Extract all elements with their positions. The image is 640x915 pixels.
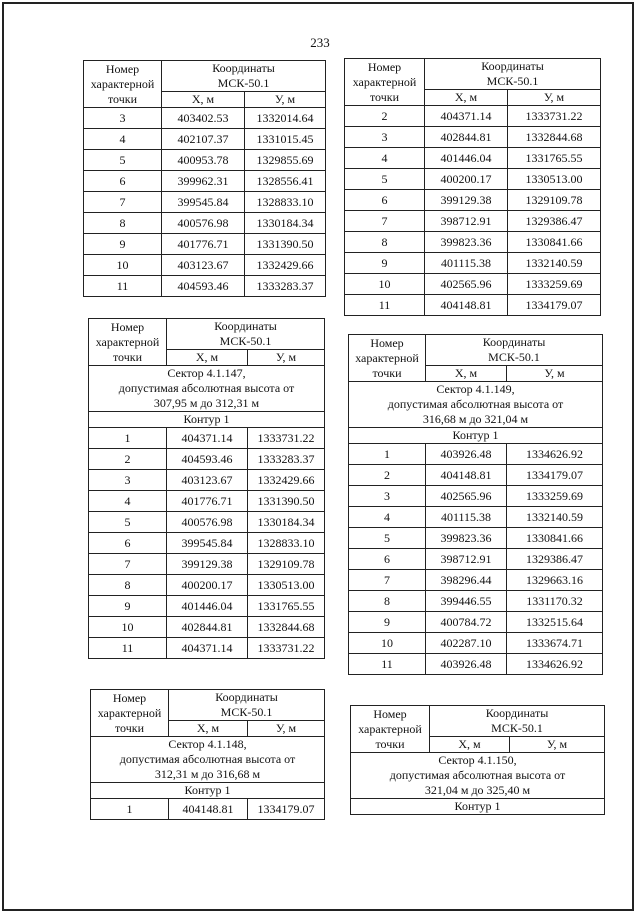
y-coordinate-cell: 1330513.00 — [248, 575, 325, 596]
y-coordinate-cell: 1331390.50 — [245, 234, 326, 255]
point-number-cell: 11 — [89, 638, 167, 659]
table-row — [84, 213, 326, 234]
table-row — [349, 465, 603, 486]
point-number-cell: 3 — [345, 127, 425, 148]
table-row — [89, 428, 325, 449]
point-number-cell: 4 — [345, 148, 425, 169]
sector-caption — [349, 382, 603, 428]
coordinates-header-line: МСК-50.1 — [217, 76, 270, 90]
point-number-cell: 7 — [345, 211, 425, 232]
table-header-row — [345, 59, 601, 90]
y-coordinate-cell: 1332844.68 — [248, 617, 325, 638]
sector-caption-line: Сектор 4.1.147, — [167, 366, 246, 380]
table-row — [349, 612, 603, 633]
x-coordinate-cell: 402565.96 — [426, 486, 507, 507]
point-number-header-line: Номер — [373, 706, 407, 721]
point-number-cell: 9 — [345, 253, 425, 274]
x-coordinate-cell: 403123.67 — [167, 470, 248, 491]
point-number-cell: 3 — [89, 470, 167, 491]
point-number-cell: 5 — [345, 169, 425, 190]
sector-caption-line: допустимая абсолютная высота от — [119, 752, 296, 766]
sector-caption-line: 307,95 м до 312,31 м — [153, 396, 260, 410]
table-row — [89, 491, 325, 512]
point-number-cell: 10 — [345, 274, 425, 295]
y-coordinate-cell: 1330841.66 — [508, 232, 601, 253]
y-coordinate-cell: 1332429.66 — [248, 470, 325, 491]
coordinates-header-line: МСК-50.1 — [491, 721, 543, 735]
y-coordinate-cell: 1330184.34 — [248, 512, 325, 533]
y-coordinate-cell: 1328556.41 — [245, 171, 326, 192]
coordinates-header-line: Координаты — [482, 335, 546, 349]
x-coordinate-cell: 400576.98 — [167, 512, 248, 533]
coordinates-header-line: МСК-50.1 — [486, 74, 539, 88]
point-number-header-line: точки — [112, 349, 143, 364]
table-row — [89, 638, 325, 659]
x-coordinate-cell: 400953.78 — [162, 150, 245, 171]
coordinates-header — [167, 319, 325, 350]
sector-row — [89, 366, 325, 412]
point-number-cell: 5 — [84, 150, 162, 171]
table-row — [349, 654, 603, 675]
sector-caption-line: 312,31 м до 316,68 м — [154, 767, 261, 781]
y-column-header: У, м — [510, 737, 605, 753]
coordinates-header-line: Координаты — [481, 59, 544, 73]
y-coordinate-cell: 1333283.37 — [245, 276, 326, 297]
sector-caption-line: 316,68 м до 321,04 м — [422, 412, 529, 426]
x-coordinate-cell: 402107.37 — [162, 129, 245, 150]
point-number-header-line: характерной — [355, 350, 419, 365]
table-row — [89, 617, 325, 638]
y-coordinate-cell: 1331765.55 — [508, 148, 601, 169]
coordinates-header-line: МСК-50.1 — [219, 334, 272, 348]
x-coordinate-cell: 398712.91 — [426, 549, 507, 570]
table-row — [345, 295, 601, 316]
y-coordinate-cell: 1330841.66 — [507, 528, 603, 549]
x-coordinate-cell: 404593.46 — [167, 449, 248, 470]
point-number-cell: 11 — [349, 654, 426, 675]
contour-label: Контур 1 — [351, 799, 605, 815]
point-number-cell: 2 — [89, 449, 167, 470]
point-number-cell: 10 — [89, 617, 167, 638]
contour-row — [351, 799, 605, 815]
x-coordinate-cell: 404371.14 — [167, 638, 248, 659]
y-coordinate-cell: 1329109.78 — [508, 190, 601, 211]
point-number-header-line: точки — [369, 89, 400, 104]
y-coordinate-cell: 1334626.92 — [507, 654, 603, 675]
point-number-header-line: характерной — [97, 705, 162, 720]
point-number-cell: 7 — [349, 570, 426, 591]
sector-caption-line: допустимая абсолютная высота от — [389, 768, 566, 782]
point-number-header-line: характерной — [90, 76, 155, 91]
point-number-cell: 1 — [91, 799, 169, 820]
y-column-header: У, м — [508, 90, 601, 106]
contour-label: Контур 1 — [349, 428, 603, 444]
table-row — [349, 486, 603, 507]
coordinates-header-line: МСК-50.1 — [220, 705, 273, 719]
point-number-header-line: характерной — [352, 74, 417, 89]
sector-caption-line: допустимая абсолютная высота от — [387, 397, 564, 411]
sector-caption-line: допустимая абсолютная высота от — [118, 381, 295, 395]
point-number-header-line: Номер — [105, 61, 140, 76]
table-row — [89, 470, 325, 491]
coordinates-header — [430, 706, 605, 737]
point-number-cell: 6 — [345, 190, 425, 211]
y-coordinate-cell: 1329386.47 — [507, 549, 603, 570]
point-number-cell: 8 — [345, 232, 425, 253]
table-header-row — [349, 335, 603, 366]
coordinates-header — [169, 690, 325, 721]
table-row — [349, 591, 603, 612]
x-coordinate-cell: 401115.38 — [426, 507, 507, 528]
table-row — [349, 570, 603, 591]
point-number-header — [84, 61, 162, 108]
y-column-header: У, м — [248, 350, 325, 366]
contour-row — [349, 428, 603, 444]
x-column-header: Х, м — [425, 90, 508, 106]
x-coordinate-cell: 400784.72 — [426, 612, 507, 633]
table-row — [84, 255, 326, 276]
y-coordinate-cell: 1332140.59 — [508, 253, 601, 274]
point-number-header — [345, 59, 425, 106]
x-coordinate-cell: 399545.84 — [162, 192, 245, 213]
x-coordinate-cell: 399446.55 — [426, 591, 507, 612]
point-number-cell: 9 — [84, 234, 162, 255]
point-number-cell: 1 — [349, 444, 426, 465]
table-row — [345, 106, 601, 127]
point-number-cell: 7 — [84, 192, 162, 213]
point-number-cell: 10 — [84, 255, 162, 276]
y-coordinate-cell: 1331390.50 — [248, 491, 325, 512]
table-header-row — [89, 319, 325, 350]
coordinates-header-line: Координаты — [215, 690, 278, 704]
point-number-header-line: точки — [375, 736, 405, 751]
table-header-row — [351, 706, 605, 737]
point-number-cell: 1 — [89, 428, 167, 449]
coordinates-table — [88, 318, 325, 659]
y-column-header: У, м — [245, 92, 326, 108]
table-row — [345, 232, 601, 253]
page-number: 233 — [310, 35, 330, 50]
x-coordinate-cell: 399129.38 — [167, 554, 248, 575]
y-coordinate-cell: 1332014.64 — [245, 108, 326, 129]
table-row — [84, 129, 326, 150]
coordinates-table — [344, 58, 601, 316]
x-coordinate-cell: 404148.81 — [425, 295, 508, 316]
x-column-header: Х, м — [430, 737, 510, 753]
x-coordinate-cell: 399545.84 — [167, 533, 248, 554]
point-number-cell: 6 — [84, 171, 162, 192]
coordinates-header — [426, 335, 603, 366]
x-coordinate-cell: 404371.14 — [425, 106, 508, 127]
coordinates-header-line: Координаты — [485, 706, 549, 720]
x-coordinate-cell: 402844.81 — [425, 127, 508, 148]
point-number-cell: 7 — [89, 554, 167, 575]
table-row — [91, 799, 325, 820]
x-column-header: Х, м — [426, 366, 507, 382]
table-header-row — [84, 61, 326, 92]
y-coordinate-cell: 1333731.22 — [508, 106, 601, 127]
table-row — [84, 192, 326, 213]
y-coordinate-cell: 1332844.68 — [508, 127, 601, 148]
point-number-header — [89, 319, 167, 366]
point-number-cell: 5 — [89, 512, 167, 533]
table-header-row — [91, 690, 325, 721]
contour-row — [91, 783, 325, 799]
sector-row — [349, 382, 603, 428]
y-coordinate-cell: 1333259.69 — [507, 486, 603, 507]
y-coordinate-cell: 1329855.69 — [245, 150, 326, 171]
x-coordinate-cell: 401446.04 — [167, 596, 248, 617]
x-coordinate-cell: 399962.31 — [162, 171, 245, 192]
y-coordinate-cell: 1332515.64 — [507, 612, 603, 633]
x-column-header: Х, м — [169, 721, 248, 737]
x-coordinate-cell: 398712.91 — [425, 211, 508, 232]
point-number-header — [349, 335, 426, 382]
coordinates-header-line: Координаты — [212, 61, 275, 75]
x-coordinate-cell: 402844.81 — [167, 617, 248, 638]
sector-caption — [89, 366, 325, 412]
coordinates-header-line: МСК-50.1 — [488, 350, 540, 364]
x-coordinate-cell: 399129.38 — [425, 190, 508, 211]
x-coordinate-cell: 401776.71 — [162, 234, 245, 255]
table-row — [89, 596, 325, 617]
point-number-cell: 8 — [84, 213, 162, 234]
sector-row — [91, 737, 325, 783]
table-row — [349, 444, 603, 465]
point-number-header-line: точки — [107, 91, 138, 106]
coordinates-header — [425, 59, 601, 90]
x-column-header: Х, м — [167, 350, 248, 366]
point-number-header-line: характерной — [358, 721, 422, 736]
x-coordinate-cell: 399823.36 — [426, 528, 507, 549]
table-row — [89, 449, 325, 470]
point-number-header-line: характерной — [95, 334, 160, 349]
table-row — [345, 148, 601, 169]
sector-caption — [91, 737, 325, 783]
x-coordinate-cell: 401446.04 — [425, 148, 508, 169]
table-row — [89, 512, 325, 533]
point-number-header-line: Номер — [112, 690, 147, 705]
x-coordinate-cell: 403926.48 — [426, 444, 507, 465]
table-row — [84, 276, 326, 297]
point-number-cell: 11 — [84, 276, 162, 297]
sector-row — [351, 753, 605, 799]
x-coordinate-cell: 404148.81 — [426, 465, 507, 486]
x-coordinate-cell: 402565.96 — [425, 274, 508, 295]
point-number-cell: 4 — [349, 507, 426, 528]
y-column-header: У, м — [248, 721, 325, 737]
sector-caption-line: Сектор 4.1.148, — [168, 737, 247, 751]
y-coordinate-cell: 1330184.34 — [245, 213, 326, 234]
point-number-cell: 9 — [349, 612, 426, 633]
point-number-cell: 5 — [349, 528, 426, 549]
coordinates-header-line: Координаты — [214, 319, 277, 333]
table-row — [84, 234, 326, 255]
x-coordinate-cell: 402287.10 — [426, 633, 507, 654]
point-number-header-line: точки — [372, 365, 402, 380]
table-row — [345, 127, 601, 148]
y-coordinate-cell: 1334626.92 — [507, 444, 603, 465]
x-coordinate-cell: 400200.17 — [167, 575, 248, 596]
point-number-cell: 4 — [89, 491, 167, 512]
point-number-cell: 4 — [84, 129, 162, 150]
table-row — [84, 150, 326, 171]
point-number-header — [351, 706, 430, 753]
y-coordinate-cell: 1329663.16 — [507, 570, 603, 591]
coordinates-table — [350, 705, 605, 815]
y-coordinate-cell: 1333283.37 — [248, 449, 325, 470]
table-row — [349, 507, 603, 528]
point-number-cell: 9 — [89, 596, 167, 617]
point-number-cell: 2 — [345, 106, 425, 127]
y-coordinate-cell: 1334179.07 — [508, 295, 601, 316]
y-coordinate-cell: 1331170.32 — [507, 591, 603, 612]
y-coordinate-cell: 1334179.07 — [248, 799, 325, 820]
table-row — [84, 171, 326, 192]
table-row — [345, 211, 601, 232]
table-row — [84, 108, 326, 129]
point-number-cell: 11 — [345, 295, 425, 316]
x-coordinate-cell: 401115.38 — [425, 253, 508, 274]
y-coordinate-cell: 1333731.22 — [248, 428, 325, 449]
x-coordinate-cell: 401776.71 — [167, 491, 248, 512]
y-coordinate-cell: 1330513.00 — [508, 169, 601, 190]
x-column-header: Х, м — [162, 92, 245, 108]
table-row — [349, 549, 603, 570]
point-number-cell: 6 — [89, 533, 167, 554]
x-coordinate-cell: 403926.48 — [426, 654, 507, 675]
y-coordinate-cell: 1329386.47 — [508, 211, 601, 232]
y-column-header: У, м — [507, 366, 603, 382]
table-row — [349, 633, 603, 654]
table-row — [89, 575, 325, 596]
point-number-cell: 2 — [349, 465, 426, 486]
contour-label: Контур 1 — [91, 783, 325, 799]
table-row — [345, 169, 601, 190]
point-number-header-line: точки — [114, 720, 145, 735]
point-number-header-line: Номер — [370, 335, 404, 350]
x-coordinate-cell: 399823.36 — [425, 232, 508, 253]
point-number-cell: 3 — [349, 486, 426, 507]
point-number-cell: 10 — [349, 633, 426, 654]
y-coordinate-cell: 1328833.10 — [248, 533, 325, 554]
x-coordinate-cell: 403402.53 — [162, 108, 245, 129]
table-row — [345, 190, 601, 211]
point-number-cell: 8 — [89, 575, 167, 596]
y-coordinate-cell: 1333674.71 — [507, 633, 603, 654]
point-number-cell: 6 — [349, 549, 426, 570]
y-coordinate-cell: 1329109.78 — [248, 554, 325, 575]
y-coordinate-cell: 1331765.55 — [248, 596, 325, 617]
table-row — [89, 533, 325, 554]
sector-caption-line: Сектор 4.1.150, — [438, 753, 517, 767]
point-number-header-line: Номер — [110, 319, 145, 334]
x-coordinate-cell: 398296.44 — [426, 570, 507, 591]
coordinates-header — [162, 61, 326, 92]
x-coordinate-cell: 400200.17 — [425, 169, 508, 190]
y-coordinate-cell: 1333259.69 — [508, 274, 601, 295]
point-number-header-line: Номер — [367, 59, 402, 74]
point-number-cell: 8 — [349, 591, 426, 612]
table-row — [89, 554, 325, 575]
y-coordinate-cell: 1328833.10 — [245, 192, 326, 213]
contour-label: Контур 1 — [89, 412, 325, 428]
point-number-header — [91, 690, 169, 737]
x-coordinate-cell: 404593.46 — [162, 276, 245, 297]
sector-caption-line: Сектор 4.1.149, — [436, 382, 515, 396]
x-coordinate-cell: 404371.14 — [167, 428, 248, 449]
y-coordinate-cell: 1332140.59 — [507, 507, 603, 528]
y-coordinate-cell: 1333731.22 — [248, 638, 325, 659]
coordinates-table — [90, 689, 325, 820]
y-coordinate-cell: 1334179.07 — [507, 465, 603, 486]
table-row — [345, 274, 601, 295]
contour-row — [89, 412, 325, 428]
sector-caption-line: 321,04 м до 325,40 м — [424, 783, 531, 797]
table-row — [349, 528, 603, 549]
y-coordinate-cell: 1331015.45 — [245, 129, 326, 150]
x-coordinate-cell: 404148.81 — [169, 799, 248, 820]
x-coordinate-cell: 403123.67 — [162, 255, 245, 276]
coordinates-table — [348, 334, 603, 675]
y-coordinate-cell: 1332429.66 — [245, 255, 326, 276]
table-row — [345, 253, 601, 274]
point-number-cell: 3 — [84, 108, 162, 129]
coordinates-table — [83, 60, 326, 297]
sector-caption — [351, 753, 605, 799]
x-coordinate-cell: 400576.98 — [162, 213, 245, 234]
